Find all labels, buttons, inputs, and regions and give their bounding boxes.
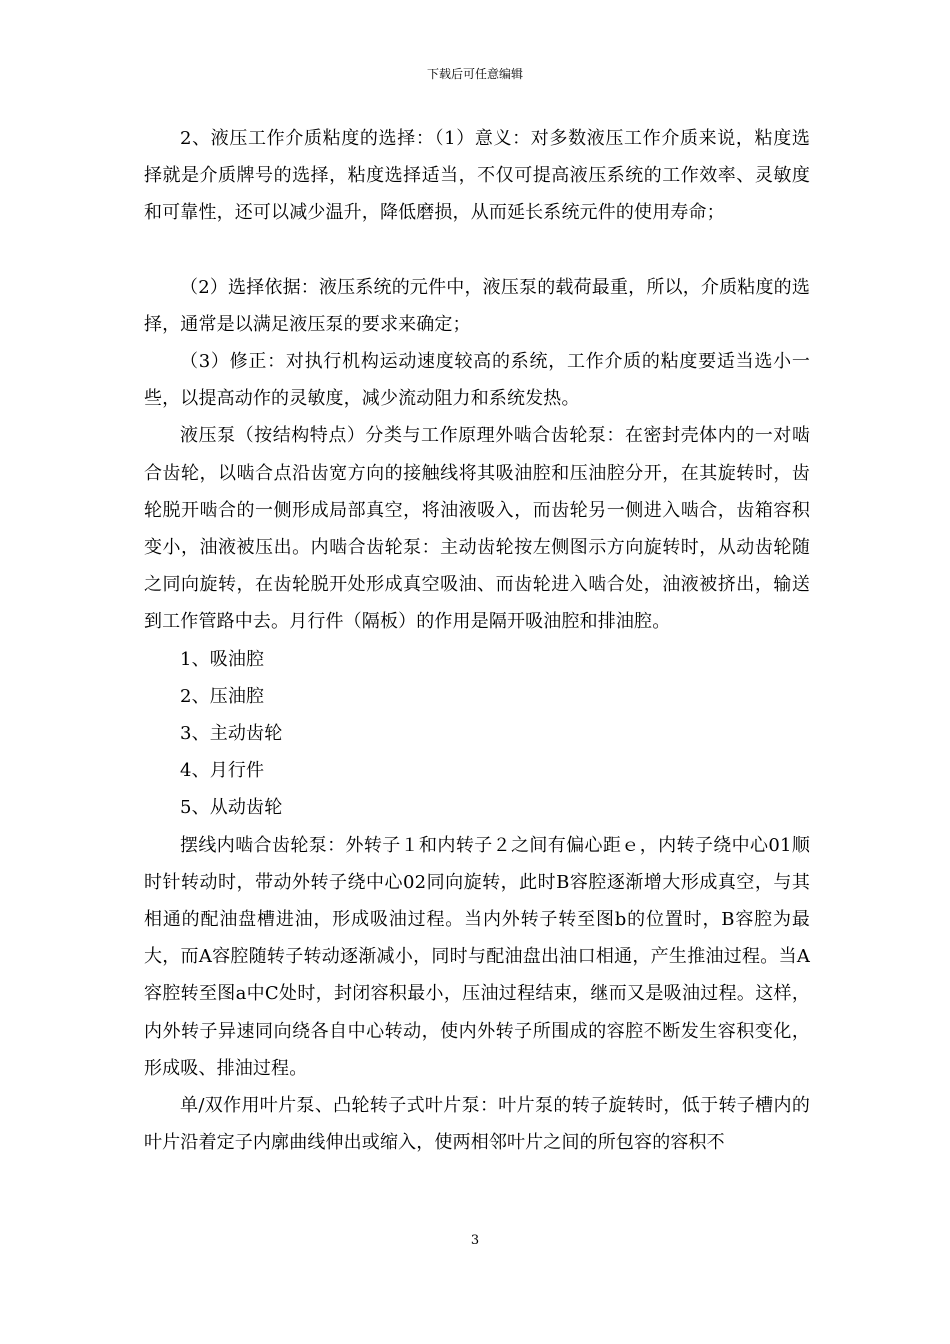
- list-item: 1、吸油腔: [180, 648, 265, 670]
- page-header: 下载后可任意编辑: [426, 67, 523, 81]
- paragraph-selection-basis: （2）选择依据：液压系统的元件中，液压泵的载荷最重，所以，介质粘度的选择，通常是以满足液压泵的要求来确定；: [144, 276, 810, 335]
- list-item: 5、从动齿轮: [180, 797, 283, 819]
- list-item: 3、主动齿轮: [180, 723, 283, 745]
- paragraph-vane-pump: 单/双作用叶片泵、凸轮转子式叶片泵：叶片泵的转子旋转时，低于转子槽内的叶片沿着定子内廓曲线伸出或缩入，使两相邻叶片之间的所包容的容积不: [144, 1095, 810, 1154]
- paragraph-viscosity-meaning: 2、液压工作介质粘度的选择：（1）意义：对多数液压工作介质来说，粘度选择就是介质牌号的选择，粘度选择适当，不仅可提高液压系统的工作效率、灵敏度和可靠性，还可以减少温升，降低磨损，从而延长系统元件的使用寿命；: [144, 128, 810, 224]
- page-number: 3: [470, 1233, 480, 1248]
- list-item: 2、压油腔: [180, 685, 265, 707]
- document-body: [144, 120, 810, 1161]
- paragraph-gear-pump: 液压泵（按结构特点）分类与工作原理外啮合齿轮泵：在密封壳体内的一对啮合齿轮，以啮合点沿齿宽方向的接触线将其吸油腔和压油腔分开，在其旋转时，齿轮脱开啮合的一侧形成局部真空，将油液吸入，而齿轮另一侧进入啮合，齿箱容积变小，油液被压出。内啮合齿轮泵：主动齿轮按左侧图示方向旋转时，从动齿轮随之同向旋转，在齿轮脱开处形成真空吸油、而齿轮进入啮合处，油液被挤出，输送到工作管路中去。月行件（隔板）的作用是隔开吸油腔和排油腔。: [144, 425, 810, 633]
- paragraph-correction: （3）修正：对执行机构运动速度较高的系统，工作介质的粘度要适当选小一些，以提高动作的灵敏度，减少流动阻力和系统发热。: [144, 351, 810, 410]
- list-item: 4、月行件: [180, 760, 265, 782]
- paragraph-cycloid-pump: 摆线内啮合齿轮泵：外转子１和内转子２之间有偏心距ｅ，内转子绕中心01顺时针转动时，带动外转子绕中心02同向旋转，此时B容腔逐渐增大形成真空，与其相通的配油盘槽进油，形成吸油过程。当内外转子转至图b的位置时，B容腔为最大，而A容腔随转子转动逐渐减小，同时与配油盘出油口相通，产生推油过程。当A容腔转至图a中C处时，封闭容积最小，压油过程结束，继而又是吸油过程。这样，内外转子异速同向绕各自中心转动，使内外转子所围成的容腔不断发生容积变化，形成吸、排油过程。: [144, 834, 810, 1079]
- paragraph-gap: [144, 232, 810, 269]
